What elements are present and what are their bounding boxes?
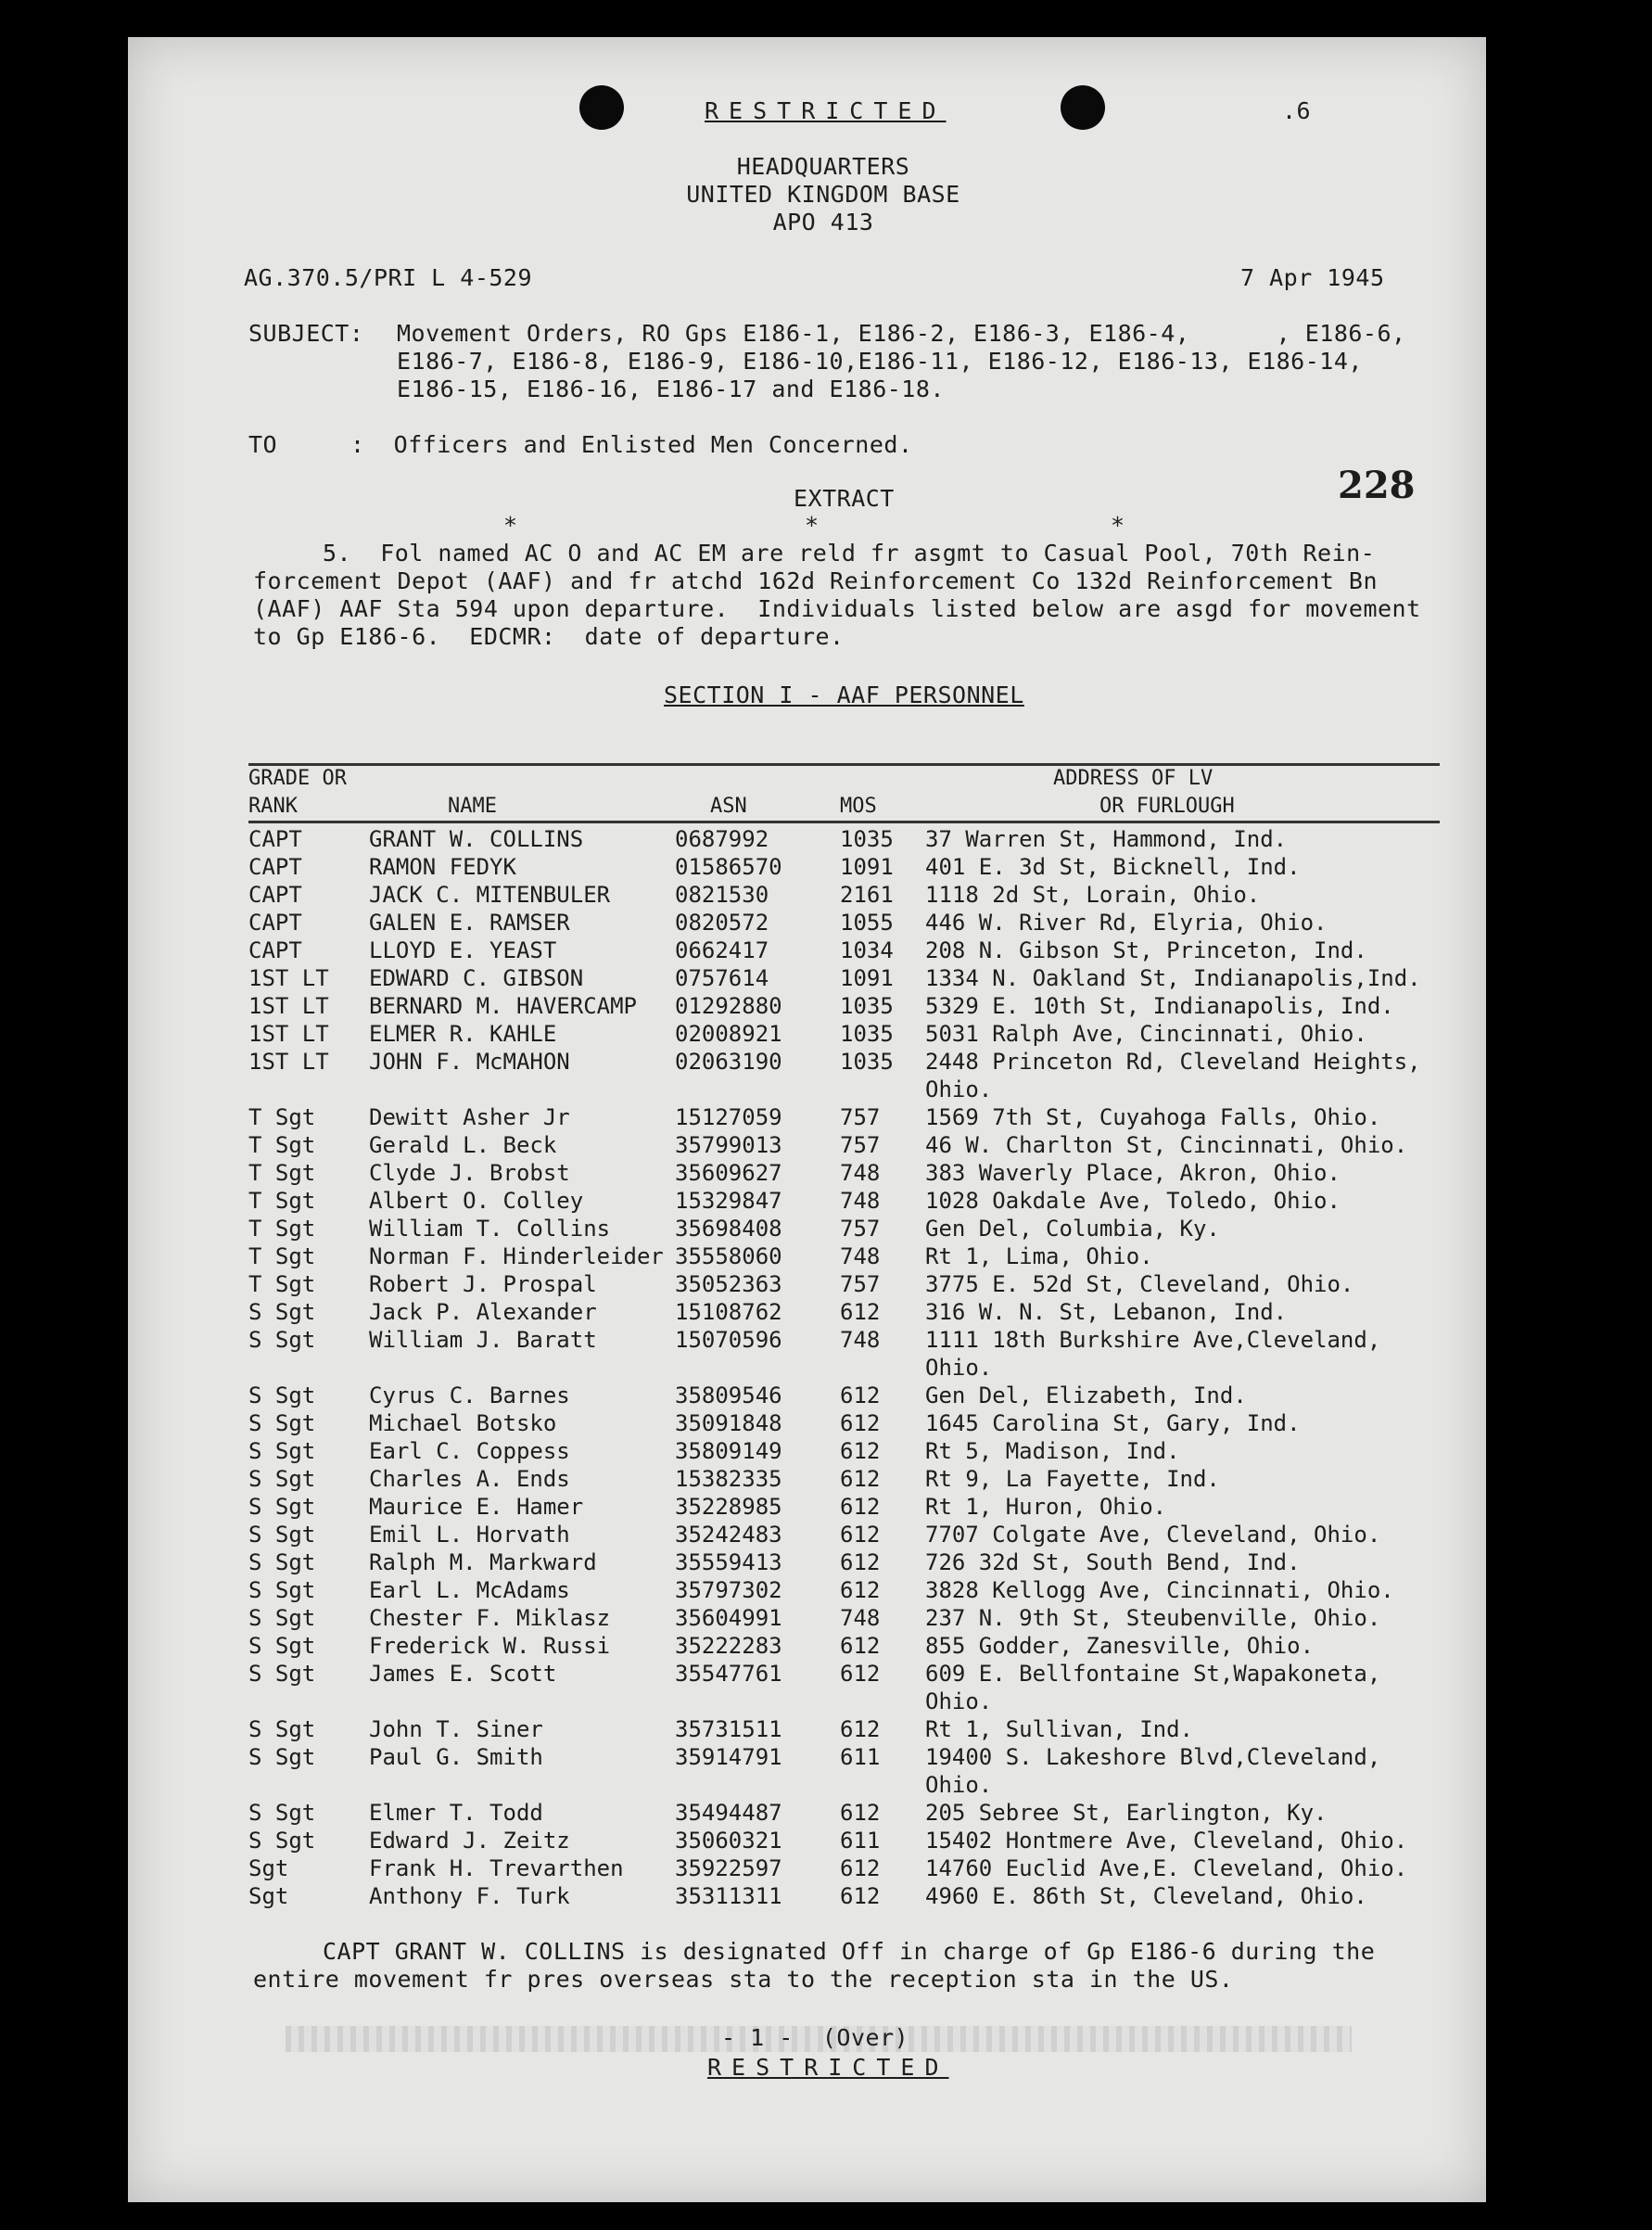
mos-cell: 1055 bbox=[840, 910, 894, 936]
name-cell: LLOYD E. YEAST bbox=[369, 937, 557, 963]
rank-cell: T Sgt bbox=[248, 1216, 316, 1242]
punch-hole-left bbox=[579, 85, 624, 130]
asn-cell: 35922597 bbox=[675, 1855, 782, 1881]
header-grade: GRADE OR bbox=[248, 767, 347, 790]
address-continuation: Ohio. bbox=[925, 1355, 993, 1381]
asterisk: * bbox=[805, 512, 820, 539]
restricted-header: RESTRICTED bbox=[705, 97, 947, 124]
address-cell: 1569 7th St, Cuyahoga Falls, Ohio. bbox=[925, 1104, 1381, 1130]
table-row bbox=[128, 1270, 1486, 1298]
name-cell: JOHN F. McMAHON bbox=[369, 1049, 570, 1075]
mos-cell: 1034 bbox=[840, 937, 894, 963]
table-row bbox=[128, 1409, 1486, 1437]
asn-cell: 35797302 bbox=[675, 1577, 782, 1603]
subject-line: Movement Orders, RO Gps E186-1, E186-2, E186-3, E186-4, , E186-6, bbox=[397, 320, 1406, 347]
asn-cell: 0820572 bbox=[675, 910, 769, 936]
table-row bbox=[128, 1743, 1486, 1771]
rank-cell: S Sgt bbox=[248, 1661, 316, 1687]
address-cell: 37 Warren St, Hammond, Ind. bbox=[925, 826, 1288, 852]
subject-line: E186-7, E186-8, E186-9, E186-10,E186-11, E186-12, E186-13, E186-14, bbox=[397, 348, 1363, 375]
table-top-rule bbox=[248, 763, 1440, 766]
table-header-rule bbox=[248, 821, 1440, 823]
address-cell: 3828 Kellogg Ave, Cincinnati, Ohio. bbox=[925, 1577, 1394, 1603]
asn-cell: 15070596 bbox=[675, 1327, 782, 1353]
name-cell: Frederick W. Russi bbox=[369, 1633, 611, 1659]
asn-cell: 0662417 bbox=[675, 937, 769, 963]
asn-cell: 0757614 bbox=[675, 965, 769, 991]
name-cell: GALEN E. RAMSER bbox=[369, 910, 570, 936]
name-cell: Cyrus C. Barnes bbox=[369, 1383, 570, 1408]
name-cell: Frank H. Trevarthen bbox=[369, 1855, 624, 1881]
address-cell: Rt 9, La Fayette, Ind. bbox=[925, 1466, 1220, 1492]
asn-cell: 35547761 bbox=[675, 1661, 782, 1687]
address-cell: 208 N. Gibson St, Princeton, Ind. bbox=[925, 937, 1367, 963]
rank-cell: CAPT bbox=[248, 910, 302, 936]
extract-label: EXTRACT bbox=[794, 485, 895, 512]
name-cell: Maurice E. Hamer bbox=[369, 1494, 584, 1520]
rank-cell: S Sgt bbox=[248, 1605, 316, 1631]
mos-cell: 612 bbox=[840, 1883, 881, 1909]
name-cell: Charles A. Ends bbox=[369, 1466, 570, 1492]
table-row bbox=[128, 1382, 1486, 1409]
asn-cell: 35698408 bbox=[675, 1216, 782, 1242]
table-row bbox=[128, 1437, 1486, 1465]
name-cell: Elmer T. Todd bbox=[369, 1800, 543, 1826]
name-cell: Edward J. Zeitz bbox=[369, 1828, 570, 1854]
header-furlough: OR FURLOUGH bbox=[1099, 795, 1235, 818]
rank-cell: S Sgt bbox=[248, 1800, 316, 1826]
address-cell: Gen Del, Elizabeth, Ind. bbox=[925, 1383, 1247, 1408]
address-cell: 46 W. Charlton St, Cincinnati, Ohio. bbox=[925, 1132, 1408, 1158]
rank-cell: S Sgt bbox=[248, 1466, 316, 1492]
mos-cell: 612 bbox=[840, 1855, 881, 1881]
table-row bbox=[128, 1548, 1486, 1576]
mos-cell: 1035 bbox=[840, 1021, 894, 1047]
name-cell: William J. Baratt bbox=[369, 1327, 597, 1353]
mos-cell: 1035 bbox=[840, 993, 894, 1019]
name-cell: JACK C. MITENBULER bbox=[369, 882, 611, 908]
asn-cell: 35809546 bbox=[675, 1383, 782, 1408]
address-cell: Rt 5, Madison, Ind. bbox=[925, 1438, 1180, 1464]
paragraph-line: forcement Depot (AAF) and fr atchd 162d Reinforcement Co 132d Reinforcement Bn bbox=[253, 567, 1378, 594]
asn-cell: 35914791 bbox=[675, 1744, 782, 1770]
mos-cell: 612 bbox=[840, 1438, 881, 1464]
address-cell: 7707 Colgate Ave, Cleveland, Ohio. bbox=[925, 1522, 1381, 1548]
rank-cell: S Sgt bbox=[248, 1716, 316, 1742]
mos-cell: 1091 bbox=[840, 854, 894, 880]
table-row bbox=[128, 1854, 1486, 1882]
address-cell: 1111 18th Burkshire Ave,Cleveland, bbox=[925, 1327, 1381, 1353]
table-row bbox=[128, 1715, 1486, 1743]
asn-cell: 35228985 bbox=[675, 1494, 782, 1520]
table-row bbox=[128, 1326, 1486, 1354]
address-cell: 446 W. River Rd, Elyria, Ohio. bbox=[925, 910, 1328, 936]
mos-cell: 748 bbox=[840, 1188, 881, 1214]
name-cell: ELMER R. KAHLE bbox=[369, 1021, 557, 1047]
rank-cell: 1ST LT bbox=[248, 993, 329, 1019]
header-asn: ASN bbox=[710, 795, 747, 818]
address-cell: 4960 E. 86th St, Cleveland, Ohio. bbox=[925, 1883, 1367, 1909]
name-cell: Gerald L. Beck bbox=[369, 1132, 557, 1158]
asn-cell: 15382335 bbox=[675, 1466, 782, 1492]
mos-cell: 1035 bbox=[840, 1049, 894, 1075]
address-cell: 2448 Princeton Rd, Cleveland Heights, bbox=[925, 1049, 1421, 1075]
name-cell: Paul G. Smith bbox=[369, 1744, 543, 1770]
to-text: : Officers and Enlisted Men Concerned. bbox=[350, 431, 913, 458]
punch-hole-right bbox=[1061, 85, 1105, 130]
address-continuation: Ohio. bbox=[925, 1077, 993, 1102]
table-row bbox=[128, 1159, 1486, 1187]
table-row bbox=[128, 1493, 1486, 1521]
rank-cell: S Sgt bbox=[248, 1549, 316, 1575]
address-continuation: Ohio. bbox=[925, 1772, 993, 1798]
asn-cell: 35559413 bbox=[675, 1549, 782, 1575]
address-cell: 14760 Euclid Ave,E. Cleveland, Ohio. bbox=[925, 1855, 1408, 1881]
asn-cell: 35809149 bbox=[675, 1438, 782, 1464]
table-row bbox=[128, 1882, 1486, 1910]
table-row bbox=[128, 881, 1486, 909]
mos-cell: 748 bbox=[840, 1327, 881, 1353]
mos-cell: 748 bbox=[840, 1243, 881, 1269]
rank-cell: S Sgt bbox=[248, 1744, 316, 1770]
address-cell: 15402 Hontmere Ave, Cleveland, Ohio. bbox=[925, 1828, 1408, 1854]
paragraph-line: to Gp E186-6. EDCMR: date of departure. bbox=[253, 623, 845, 650]
rank-cell: T Sgt bbox=[248, 1188, 316, 1214]
address-cell: 316 W. N. St, Lebanon, Ind. bbox=[925, 1299, 1288, 1325]
rank-cell: S Sgt bbox=[248, 1410, 316, 1436]
rank-cell: S Sgt bbox=[248, 1577, 316, 1603]
rank-cell: CAPT bbox=[248, 882, 302, 908]
rank-cell: 1ST LT bbox=[248, 1049, 329, 1075]
address-cell: 1334 N. Oakland St, Indianapolis,Ind. bbox=[925, 965, 1421, 991]
rank-cell: CAPT bbox=[248, 826, 302, 852]
paragraph-line: (AAF) AAF Sta 594 upon departure. Individuals listed below are asgd for movement bbox=[253, 595, 1421, 622]
table-row bbox=[128, 1521, 1486, 1548]
address-cell: 1028 Oakdale Ave, Toledo, Ohio. bbox=[925, 1188, 1341, 1214]
document-date: 7 Apr 1945 bbox=[1240, 264, 1385, 291]
table-row bbox=[128, 825, 1486, 853]
mos-cell: 757 bbox=[840, 1216, 881, 1242]
mos-cell: 748 bbox=[840, 1605, 881, 1631]
mos-cell: 748 bbox=[840, 1160, 881, 1186]
table-row bbox=[128, 1576, 1486, 1604]
rank-cell: T Sgt bbox=[248, 1271, 316, 1297]
mos-cell: 757 bbox=[840, 1271, 881, 1297]
mos-cell: 2161 bbox=[840, 882, 894, 908]
asn-cell: 35799013 bbox=[675, 1132, 782, 1158]
address-cell: Rt 1, Huron, Ohio. bbox=[925, 1494, 1167, 1520]
asn-cell: 35731511 bbox=[675, 1716, 782, 1742]
asn-cell: 35060321 bbox=[675, 1828, 782, 1854]
closing-line: CAPT GRANT W. COLLINS is designated Off in charge of Gp E186-6 during the bbox=[323, 1938, 1376, 1965]
header-rank: RANK bbox=[248, 795, 298, 818]
mos-cell: 612 bbox=[840, 1522, 881, 1548]
rank-cell: T Sgt bbox=[248, 1132, 316, 1158]
mos-cell: 612 bbox=[840, 1383, 881, 1408]
address-cell: 3775 E. 52d St, Cleveland, Ohio. bbox=[925, 1271, 1354, 1297]
address-cell: 855 Godder, Zanesville, Ohio. bbox=[925, 1633, 1315, 1659]
table-row bbox=[128, 937, 1486, 964]
name-cell: RAMON FEDYK bbox=[369, 854, 516, 880]
table-row bbox=[128, 1048, 1486, 1076]
asn-cell: 35558060 bbox=[675, 1243, 782, 1269]
address-cell: 1645 Carolina St, Gary, Ind. bbox=[925, 1410, 1301, 1436]
stamp-number: 228 bbox=[1338, 464, 1416, 507]
address-cell: 1118 2d St, Lorain, Ohio. bbox=[925, 882, 1261, 908]
rank-cell: T Sgt bbox=[248, 1104, 316, 1130]
address-cell: 19400 S. Lakeshore Blvd,Cleveland, bbox=[925, 1744, 1381, 1770]
name-cell: Norman F. Hinderleider bbox=[369, 1243, 664, 1269]
header-address: ADDRESS OF LV bbox=[1053, 767, 1214, 790]
apo-title: APO 413 bbox=[772, 209, 874, 236]
closing-line: entire movement fr pres overseas sta to the reception sta in the US. bbox=[253, 1966, 1234, 1993]
asn-cell: 35052363 bbox=[675, 1271, 782, 1297]
asn-cell: 15329847 bbox=[675, 1188, 782, 1214]
to-label: TO bbox=[248, 431, 278, 458]
table-row bbox=[128, 1215, 1486, 1242]
table-row bbox=[128, 909, 1486, 937]
name-cell: Robert J. Prospal bbox=[369, 1271, 597, 1297]
asn-cell: 15127059 bbox=[675, 1104, 782, 1130]
section-title: SECTION I - AAF PERSONNEL bbox=[664, 682, 1024, 708]
reference-number: AG.370.5/PRI L 4-529 bbox=[244, 264, 533, 291]
hq-title: HEADQUARTERS bbox=[736, 153, 910, 180]
rank-cell: S Sgt bbox=[248, 1438, 316, 1464]
name-cell: Jack P. Alexander bbox=[369, 1299, 597, 1325]
address-cell: 726 32d St, South Bend, Ind. bbox=[925, 1549, 1301, 1575]
mos-cell: 612 bbox=[840, 1410, 881, 1436]
mos-cell: 612 bbox=[840, 1633, 881, 1659]
mos-cell: 611 bbox=[840, 1744, 881, 1770]
name-cell: Ralph M. Markward bbox=[369, 1549, 597, 1575]
name-cell: EDWARD C. GIBSON bbox=[369, 965, 584, 991]
address-cell: Rt 1, Sullivan, Ind. bbox=[925, 1716, 1193, 1742]
mos-cell: 612 bbox=[840, 1577, 881, 1603]
mos-cell: 612 bbox=[840, 1549, 881, 1575]
mos-cell: 611 bbox=[840, 1828, 881, 1854]
asn-cell: 0821530 bbox=[675, 882, 769, 908]
rank-cell: Sgt bbox=[248, 1883, 289, 1909]
address-cell: 401 E. 3d St, Bicknell, Ind. bbox=[925, 854, 1301, 880]
asn-cell: 35494487 bbox=[675, 1800, 782, 1826]
asn-cell: 01292880 bbox=[675, 993, 782, 1019]
restricted-footer: RESTRICTED bbox=[707, 2054, 949, 2081]
address-cell: Gen Del, Columbia, Ky. bbox=[925, 1216, 1220, 1242]
rank-cell: 1ST LT bbox=[248, 1021, 329, 1047]
asterisk: * bbox=[503, 512, 518, 539]
table-row bbox=[128, 1298, 1486, 1326]
mos-cell: 612 bbox=[840, 1466, 881, 1492]
asn-cell: 02008921 bbox=[675, 1021, 782, 1047]
mos-cell: 612 bbox=[840, 1299, 881, 1325]
name-cell: James E. Scott bbox=[369, 1661, 557, 1687]
rank-cell: T Sgt bbox=[248, 1243, 316, 1269]
rank-cell: T Sgt bbox=[248, 1160, 316, 1186]
table-row bbox=[128, 1187, 1486, 1215]
document-page bbox=[128, 37, 1486, 2202]
header-mos: MOS bbox=[840, 795, 877, 818]
header-name: NAME bbox=[448, 795, 497, 818]
mos-cell: 757 bbox=[840, 1132, 881, 1158]
address-cell: 5329 E. 10th St, Indianapolis, Ind. bbox=[925, 993, 1394, 1019]
name-cell: Earl L. McAdams bbox=[369, 1577, 570, 1603]
name-cell: BERNARD M. HAVERCAMP bbox=[369, 993, 637, 1019]
rank-cell: 1ST LT bbox=[248, 965, 329, 991]
mos-cell: 757 bbox=[840, 1104, 881, 1130]
table-row bbox=[128, 1465, 1486, 1493]
address-cell: 383 Waverly Place, Akron, Ohio. bbox=[925, 1160, 1341, 1186]
mos-cell: 1091 bbox=[840, 965, 894, 991]
name-cell: Clyde J. Brobst bbox=[369, 1160, 570, 1186]
page-number: .6 bbox=[1282, 97, 1312, 124]
table-row bbox=[128, 1827, 1486, 1854]
subject-line: E186-15, E186-16, E186-17 and E186-18. bbox=[397, 376, 945, 402]
table-row bbox=[128, 1632, 1486, 1660]
table-row bbox=[128, 1103, 1486, 1131]
name-cell: Anthony F. Turk bbox=[369, 1883, 570, 1909]
name-cell: Earl C. Coppess bbox=[369, 1438, 570, 1464]
table-row bbox=[128, 1131, 1486, 1159]
asn-cell: 35242483 bbox=[675, 1522, 782, 1548]
rank-cell: S Sgt bbox=[248, 1828, 316, 1854]
rank-cell: CAPT bbox=[248, 854, 302, 880]
mos-cell: 612 bbox=[840, 1716, 881, 1742]
asn-cell: 35604991 bbox=[675, 1605, 782, 1631]
asn-cell: 35091848 bbox=[675, 1410, 782, 1436]
asn-cell: 0687992 bbox=[675, 826, 769, 852]
table-row bbox=[128, 1799, 1486, 1827]
table-row bbox=[128, 992, 1486, 1020]
rank-cell: S Sgt bbox=[248, 1327, 316, 1353]
rank-cell: S Sgt bbox=[248, 1299, 316, 1325]
subject-label: SUBJECT: bbox=[248, 320, 364, 347]
asterisk: * bbox=[1111, 512, 1125, 539]
name-cell: Emil L. Horvath bbox=[369, 1522, 570, 1548]
rank-cell: CAPT bbox=[248, 937, 302, 963]
table-row bbox=[128, 1660, 1486, 1688]
table-row bbox=[128, 964, 1486, 992]
asn-cell: 35609627 bbox=[675, 1160, 782, 1186]
address-cell: Rt 1, Lima, Ohio. bbox=[925, 1243, 1153, 1269]
name-cell: Albert O. Colley bbox=[369, 1188, 584, 1214]
mos-cell: 612 bbox=[840, 1494, 881, 1520]
address-cell: 609 E. Bellfontaine St,Wapakoneta, bbox=[925, 1661, 1381, 1687]
mos-cell: 612 bbox=[840, 1661, 881, 1687]
table-row bbox=[128, 1020, 1486, 1048]
asn-cell: 35222283 bbox=[675, 1633, 782, 1659]
asn-cell: 35311311 bbox=[675, 1883, 782, 1909]
address-continuation: Ohio. bbox=[925, 1688, 993, 1714]
name-cell: GRANT W. COLLINS bbox=[369, 826, 584, 852]
rank-cell: Sgt bbox=[248, 1855, 289, 1881]
asn-cell: 02063190 bbox=[675, 1049, 782, 1075]
table-row bbox=[128, 1604, 1486, 1632]
name-cell: Dewitt Asher Jr bbox=[369, 1104, 570, 1130]
name-cell: Chester F. Miklasz bbox=[369, 1605, 611, 1631]
address-cell: 5031 Ralph Ave, Cincinnati, Ohio. bbox=[925, 1021, 1367, 1047]
table-row bbox=[128, 1242, 1486, 1270]
name-cell: William T. Collins bbox=[369, 1216, 611, 1242]
base-title: UNITED KINGDOM BASE bbox=[686, 181, 960, 208]
rank-cell: S Sgt bbox=[248, 1494, 316, 1520]
address-cell: 237 N. 9th St, Steubenville, Ohio. bbox=[925, 1605, 1381, 1631]
name-cell: Michael Botsko bbox=[369, 1410, 557, 1436]
name-cell: John T. Siner bbox=[369, 1716, 543, 1742]
asn-cell: 01586570 bbox=[675, 854, 782, 880]
mos-cell: 612 bbox=[840, 1800, 881, 1826]
rank-cell: S Sgt bbox=[248, 1633, 316, 1659]
paragraph-line: 5. Fol named AC O and AC EM are reld fr asgmt to Casual Pool, 70th Rein- bbox=[323, 540, 1376, 567]
rank-cell: S Sgt bbox=[248, 1383, 316, 1408]
rank-cell: S Sgt bbox=[248, 1522, 316, 1548]
mos-cell: 1035 bbox=[840, 826, 894, 852]
address-cell: 205 Sebree St, Earlington, Ky. bbox=[925, 1800, 1328, 1826]
table-row bbox=[128, 853, 1486, 881]
page-footer: - 1 - (Over) bbox=[721, 2024, 909, 2051]
asn-cell: 15108762 bbox=[675, 1299, 782, 1325]
